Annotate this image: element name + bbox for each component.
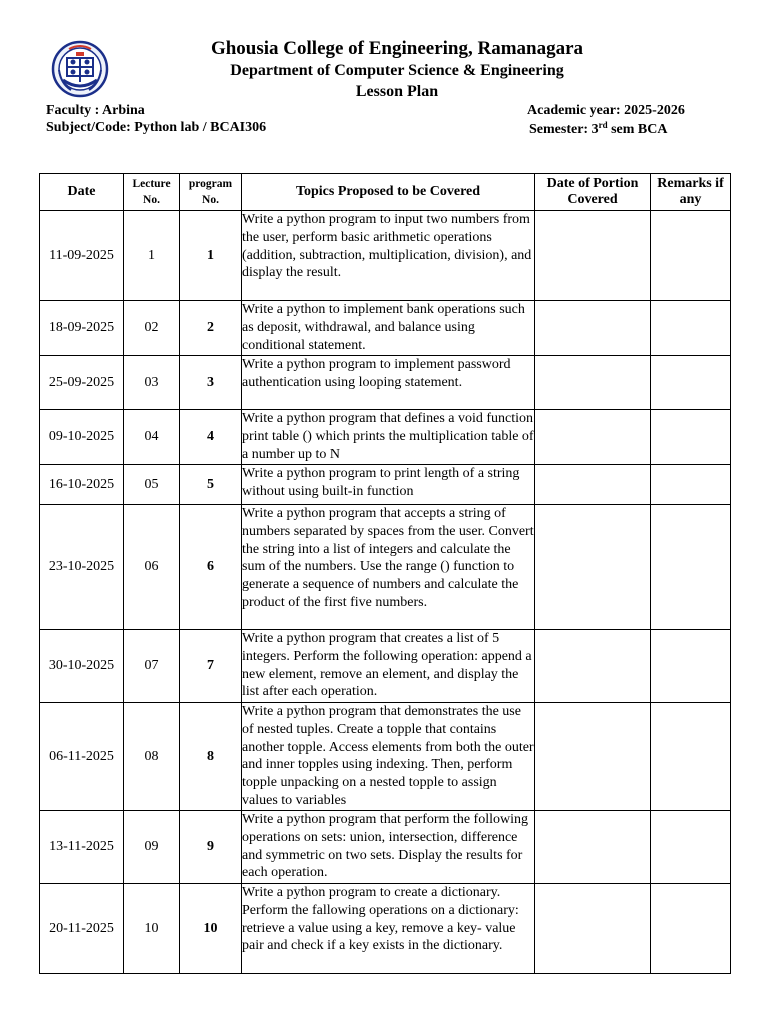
header-date-covered: Date of Portion Covered bbox=[535, 174, 651, 211]
row-remarks bbox=[651, 811, 731, 884]
row-program-no: 6 bbox=[180, 505, 242, 630]
row-program-no: 8 bbox=[180, 703, 242, 811]
row-lecture-no: 06 bbox=[124, 505, 180, 630]
row-program-no: 10 bbox=[180, 884, 242, 974]
subject-code-label: Subject/Code: Python lab / BCAI306 bbox=[46, 120, 267, 135]
row-lecture-no: 05 bbox=[124, 465, 180, 505]
row-date-covered bbox=[535, 356, 651, 410]
row-date: 06-11-2025 bbox=[40, 703, 124, 811]
row-remarks bbox=[651, 505, 731, 630]
row-topic: Write a python program that accepts a string of numbers separated by spaces from the user. Convert the string into a list of integers and calculate the sum of the numbers. Use the range () function to generate a sequence of numbers and calculate the product of the first five numbers. bbox=[242, 505, 535, 630]
row-program-no: 7 bbox=[180, 630, 242, 703]
row-lecture-no: 10 bbox=[124, 884, 180, 974]
row-remarks bbox=[651, 211, 731, 301]
lesson-plan-table bbox=[39, 173, 731, 974]
row-program-no: 4 bbox=[180, 410, 242, 465]
header-remarks: Remarks if any bbox=[651, 174, 731, 211]
semester-superscript: rd bbox=[598, 120, 608, 130]
row-topic: Write a python program to create a dictionary. Perform the fallowing operations on a dictionary: retrieve a value using a key, remove a key- value pair and check if a key exists in the dictionary. bbox=[242, 884, 535, 974]
semester-label bbox=[529, 120, 667, 138]
row-remarks bbox=[651, 301, 731, 356]
row-date: 30-10-2025 bbox=[40, 630, 124, 703]
row-lecture-no: 09 bbox=[124, 811, 180, 884]
row-program-no: 5 bbox=[180, 465, 242, 505]
row-program-no: 3 bbox=[180, 356, 242, 410]
row-date-covered bbox=[535, 410, 651, 465]
table-row bbox=[40, 211, 731, 301]
row-date-covered bbox=[535, 301, 651, 356]
row-date-covered bbox=[535, 505, 651, 630]
row-date: 16-10-2025 bbox=[40, 465, 124, 505]
row-date: 09-10-2025 bbox=[40, 410, 124, 465]
table-row bbox=[40, 356, 731, 410]
row-remarks bbox=[651, 884, 731, 974]
table-row bbox=[40, 703, 731, 811]
row-date: 11-09-2025 bbox=[40, 211, 124, 301]
row-program-no: 1 bbox=[180, 211, 242, 301]
document-title: Lesson Plan bbox=[355, 83, 439, 100]
semester-suffix: sem BCA bbox=[607, 122, 668, 137]
row-remarks bbox=[651, 630, 731, 703]
row-lecture-no: 02 bbox=[124, 301, 180, 356]
table-row bbox=[40, 884, 731, 974]
row-date: 20-11-2025 bbox=[40, 884, 124, 974]
header-lecture-no: Lecture No. bbox=[124, 174, 180, 211]
row-topic: Write a python program that defines a void function print table () which prints the multiplication table of a number up to N bbox=[242, 410, 535, 465]
row-lecture-no: 1 bbox=[124, 211, 180, 301]
header-topics: Topics Proposed to be Covered bbox=[242, 174, 535, 211]
row-date-covered bbox=[535, 465, 651, 505]
table-row bbox=[40, 630, 731, 703]
row-date-covered bbox=[535, 811, 651, 884]
row-lecture-no: 07 bbox=[124, 630, 180, 703]
row-program-no: 9 bbox=[180, 811, 242, 884]
college-name: Ghousia College of Engineering, Ramanagara bbox=[210, 38, 584, 59]
row-topic: Write a python program that perform the following operations on sets: union, intersection, difference and symmetric on two sets. Display the results for each operation. bbox=[242, 811, 535, 884]
academic-year-label: Academic year: 2025-2026 bbox=[527, 103, 685, 118]
row-topic: Write a python program to input two numbers from the user, perform basic arithmetic operations (addition, subtraction, multiplication, division), and display the result. bbox=[242, 211, 535, 301]
row-date: 23-10-2025 bbox=[40, 505, 124, 630]
row-lecture-no: 04 bbox=[124, 410, 180, 465]
row-topic: Write a python to implement bank operations such as deposit, withdrawal, and balance using conditional statement. bbox=[242, 301, 535, 356]
row-remarks bbox=[651, 465, 731, 505]
row-date-covered bbox=[535, 884, 651, 974]
table-row bbox=[40, 410, 731, 465]
row-remarks bbox=[651, 703, 731, 811]
row-date-covered bbox=[535, 630, 651, 703]
row-topic: Write a python program to print length of a string without using built-in function bbox=[242, 465, 535, 505]
header-date: Date bbox=[40, 174, 124, 211]
row-date-covered bbox=[535, 703, 651, 811]
row-date: 25-09-2025 bbox=[40, 356, 124, 410]
row-program-no: 2 bbox=[180, 301, 242, 356]
row-topic: Write a python program that creates a list of 5 integers. Perform the following operation: append a new element, remove an element, and display the list after each operation. bbox=[242, 630, 535, 703]
row-topic: Write a python program that demonstrates the use of nested tuples. Create a topple that contains another topple. Access elements from both the outer and inner topples using indexing. Then, perform topple unpacking on a nested topple to assign values to variables bbox=[242, 703, 535, 811]
table-row bbox=[40, 505, 731, 630]
semester-prefix: Semester: 3 bbox=[529, 122, 599, 137]
table-row bbox=[40, 465, 731, 505]
row-date: 13-11-2025 bbox=[40, 811, 124, 884]
header-program-no: program No. bbox=[180, 174, 242, 211]
row-topic: Write a python program to implement password authentication using looping statement. bbox=[242, 356, 535, 410]
row-lecture-no: 03 bbox=[124, 356, 180, 410]
row-remarks bbox=[651, 410, 731, 465]
table-row bbox=[40, 811, 731, 884]
table-row bbox=[40, 301, 731, 356]
faculty-label: Faculty : Arbina bbox=[46, 103, 145, 118]
row-remarks bbox=[651, 356, 731, 410]
table-header-row bbox=[40, 174, 731, 211]
row-date-covered bbox=[535, 211, 651, 301]
row-date: 18-09-2025 bbox=[40, 301, 124, 356]
department-name: Department of Computer Science & Engineering bbox=[230, 62, 564, 79]
row-lecture-no: 08 bbox=[124, 703, 180, 811]
